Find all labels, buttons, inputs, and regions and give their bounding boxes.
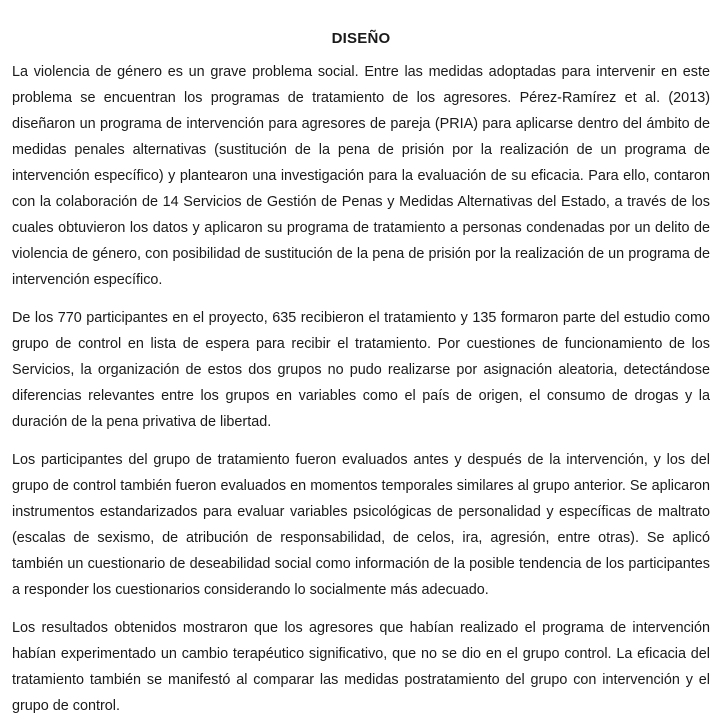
- paragraph-participants: De los 770 participantes en el proyecto, 635 recibieron el tratamiento y 135 formaron parte del estudio como grupo de control en lista de espera para recibir el tratamiento. Por cuestiones de funcionamiento de los Servicios, la organización de estos dos grupos no pudo realizarse por asignación aleatoria, detectándose diferencias relevantes entre los grupos en variables como el país de origen, el consumo de drogas y la duración de la pena privativa de libertad.: [12, 310, 710, 430]
- section-title: DISEÑO: [331, 30, 391, 47]
- paragraph-evaluation: Los participantes del grupo de tratamiento fueron evaluados antes y después de la intervención, y los del grupo de control también fueron evaluados en momentos temporales similares al grupo anterior. Se aplicaron instrumentos estandarizados para evaluar variables psicológicas de personalidad y específicas de maltrato (escalas de sexismo, de atribución de responsabilidad, de celos, ira, agresión, entre otras). Se aplicó también un cuestionario de deseabilidad social como información de la posible tendencia de los participantes a responder los cuestionarios considerando lo socialmente más adecuado.: [12, 452, 710, 598]
- paragraph-introduction: La violencia de género es un grave problema social. Entre las medidas adoptadas para intervenir en este problema se encuentran los programas de tratamiento de los agresores. Pérez-Ramírez et al. (2013) diseñaron un programa de intervención para agresores de pareja (PRIA) para aplicarse dentro del ámbito de medidas penales alternativas (sustitución de la pena de prisión por la realización de un programa de intervención específico) y plantearon una investigación para la evaluación de su eficacia. Para ello, contaron con la colaboración de 14 Servicios de Gestión de Penas y Medidas Alternativas del Estado, a través de los cuales obtuvieron los datos y aplicaron su programa de tratamiento a personas condenadas por un delito de violencia de género, con posibilidad de sustitución de la pena de prisión por la realización de un programa de intervención específico.: [12, 64, 710, 288]
- paragraph-results: Los resultados obtenidos mostraron que los agresores que habían realizado el programa de intervención habían experimentado un cambio terapéutico significativo, que no se dio en el grupo control. La eficacia del tratamiento también se manifestó al comparar las medidas postratamiento del grupo con intervención y el grupo de control.: [12, 620, 710, 714]
